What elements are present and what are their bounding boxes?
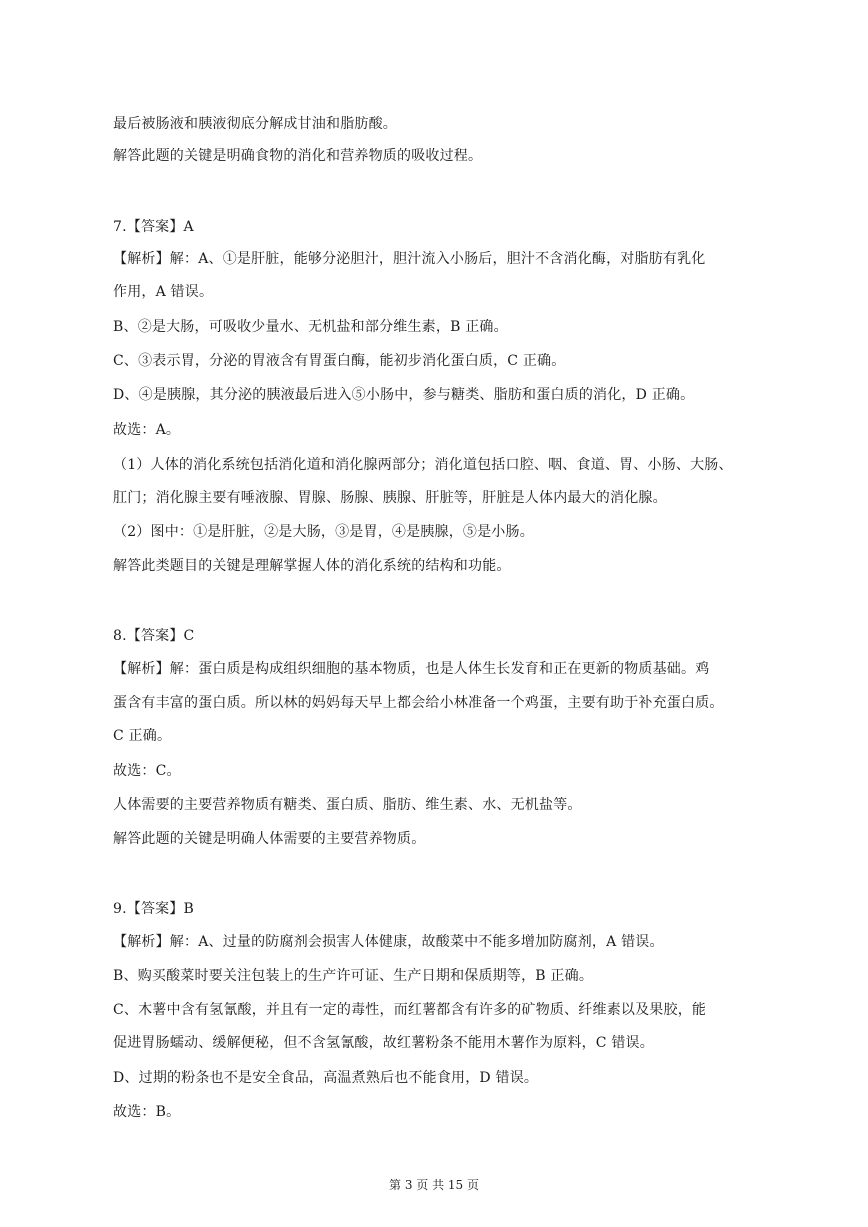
answer-heading-7: 7.【答案】A bbox=[113, 219, 194, 235]
text-line: 故选：B。 bbox=[113, 1104, 181, 1120]
page-footer: 第 3 页 共 15 页 bbox=[389, 1178, 479, 1192]
text-line: 【解析】解：A、①是肝脏，能够分泌胆汁，胆汁流入小肠后，胆汁不含消化酶，对脂肪有乳化 bbox=[113, 251, 706, 267]
answer-heading-8: 8.【答案】C bbox=[113, 628, 195, 644]
text-line: C、木薯中含有氢氰酸，并且有一定的毒性，而红薯都含有许多的矿物质、纤维素以及果胶，能 bbox=[113, 1002, 707, 1018]
text-line: 蛋含有丰富的蛋白质。所以林的妈妈每天早上都会给小林准备一个鸡蛋，主要有助于补充蛋白质。 bbox=[113, 695, 724, 711]
text-line: 促进胃肠蠕动、缓解便秘，但不含氢氰酸，故红薯粉条不能用木薯作为原料，C 错误。 bbox=[113, 1035, 654, 1051]
text-line: 最后被肠液和胰液彻底分解成甘油和脂肪酸。 bbox=[113, 116, 397, 132]
text-line: 肛门；消化腺主要有唾液腺、胃腺、肠腺、胰腺、肝脏等，肝脏是人体内最大的消化腺。 bbox=[113, 490, 667, 506]
text-line: C 正确。 bbox=[113, 728, 172, 744]
text-line: 【解析】解：蛋白质是构成组织细胞的基本物质，也是人体生长发育和正在更新的物质基础。鸡 bbox=[113, 661, 710, 677]
text-line: C、③表示胃，分泌的胃液含有胃蛋白酶，能初步消化蛋白质，C 正确。 bbox=[113, 353, 566, 369]
text-line: 作用，A 错误。 bbox=[113, 284, 214, 300]
text-line: D、过期的粉条也不是安全食品，高温煮熟后也不能食用，D 错误。 bbox=[113, 1070, 539, 1086]
text-line: （2）图中：①是肝脏，②是大肠，③是胃，④是胰腺，⑤是小肠。 bbox=[113, 524, 534, 540]
text-line: 解答此题的关键是明确食物的消化和营养物质的吸收过程。 bbox=[113, 148, 483, 164]
text-line: 解答此类题目的关键是理解掌握人体的消化系统的结构和功能。 bbox=[113, 558, 511, 574]
text-line: 故选：C。 bbox=[113, 763, 181, 779]
answer-heading-9: 9.【答案】B bbox=[113, 901, 195, 917]
text-line: 解答此题的关键是明确人体需要的主要营养物质。 bbox=[113, 831, 426, 847]
text-line: B、②是大肠，可吸收少量水、无机盐和部分维生素，B 正确。 bbox=[113, 319, 508, 335]
text-line: （1）人体的消化系统包括消化道和消化腺两部分；消化道包括口腔、咽、食道、胃、小肠、大肠、 bbox=[113, 457, 733, 473]
text-line: 故选：A。 bbox=[113, 422, 181, 438]
text-line: 【解析】解：A、过量的防腐剂会损害人体健康，故酸菜中不能多增加防腐剂，A 错误。 bbox=[113, 934, 664, 950]
text-line: D、④是胰腺，其分泌的胰液最后进入⑤小肠中，参与糖类、脂肪和蛋白质的消化，D 正确。 bbox=[113, 387, 695, 403]
text-line: B、购买酸菜时要关注包装上的生产许可证、生产日期和保质期等，B 正确。 bbox=[113, 968, 594, 984]
text-line: 人体需要的主要营养物质有糖类、蛋白质、脂肪、维生素、水、无机盐等。 bbox=[113, 797, 582, 813]
